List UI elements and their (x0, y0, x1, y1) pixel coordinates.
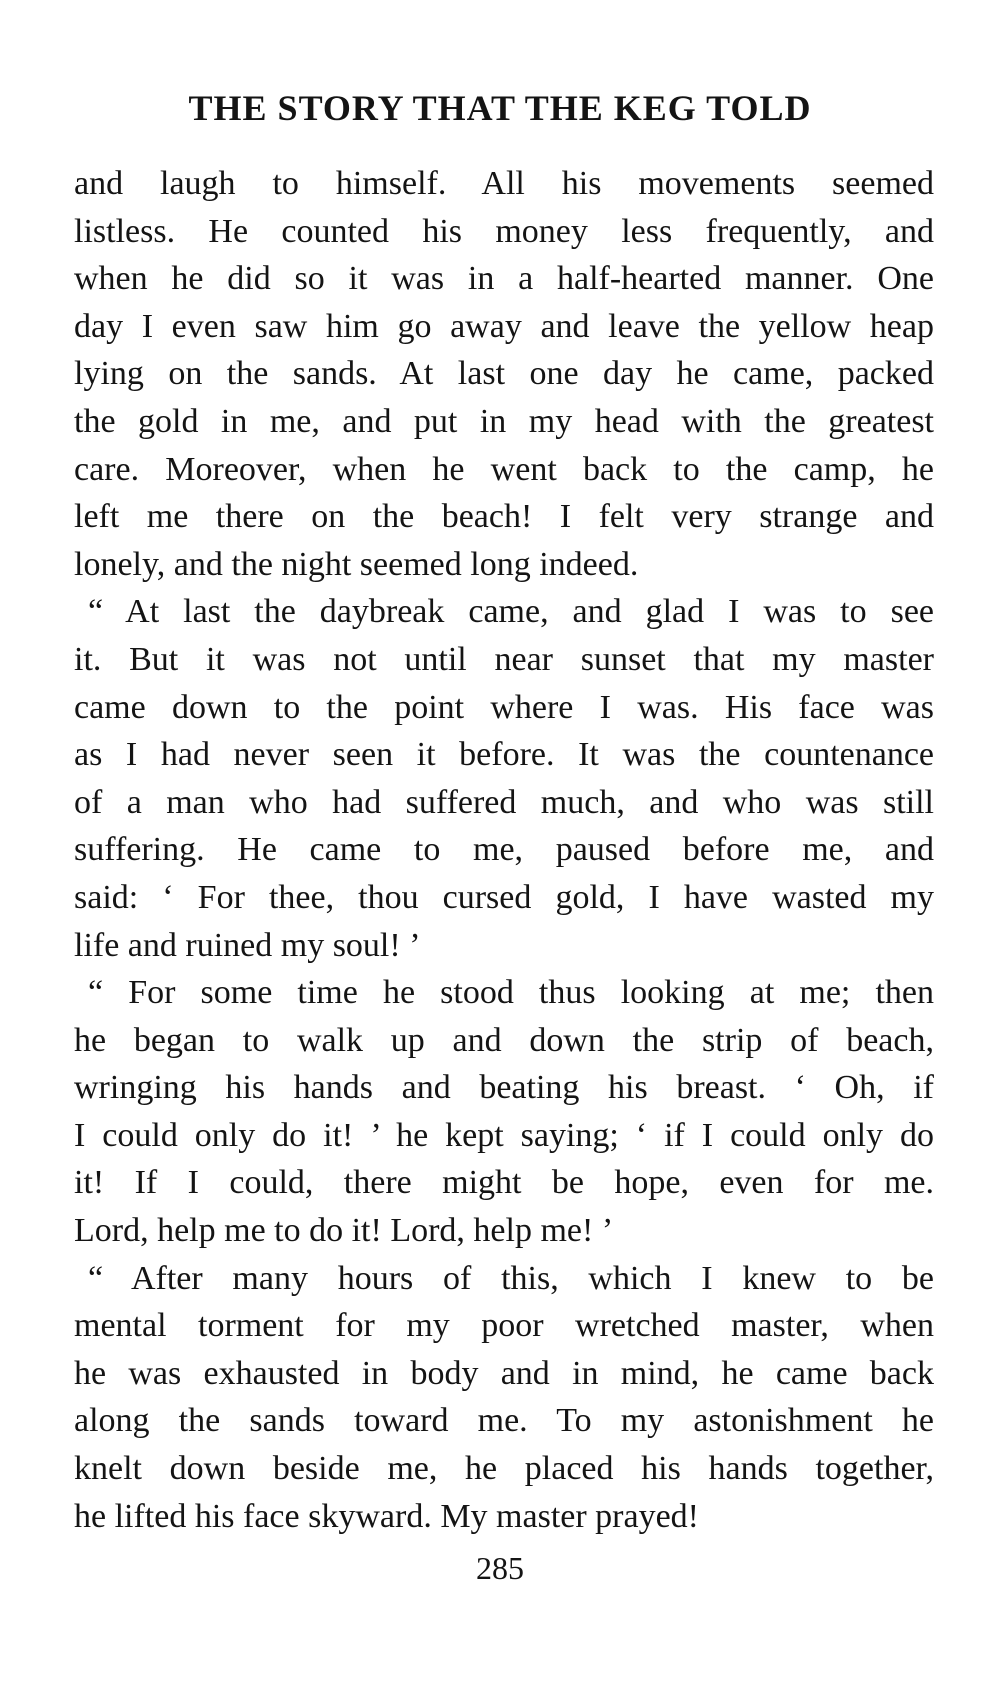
text-line: “ At last the daybreak came, and glad I was to see (88, 593, 934, 631)
text-line: said: ‘ For thee, thou cursed gold, I have wasted my (74, 878, 934, 916)
running-head: THE STORY THAT THE KEG TOLD (188, 88, 812, 128)
text-line: life and ruined my soul! ’ (74, 926, 421, 964)
text-line: it. But it was not until near sunset that my master (74, 640, 934, 678)
page-number: 285 (476, 1550, 524, 1586)
text-line: it! If I could, there might be hope, even for me. (74, 1164, 934, 1202)
text-line: came down to the point where I was. His face was (74, 688, 934, 726)
text-line: he began to walk up and down the strip of beach, (74, 1021, 934, 1059)
text-line: Lord, help me to do it! Lord, help me! ’ (74, 1212, 614, 1250)
text-line: the gold in me, and put in my head with the greatest (74, 402, 934, 440)
text-line: care. Moreover, when he went back to the camp, he (74, 450, 934, 488)
text-line: as I had never seen it before. It was the countenance (74, 736, 934, 774)
text-line: he lifted his face skyward. My master prayed! (74, 1497, 699, 1535)
text-line: lying on the sands. At last one day he came, packed (74, 355, 934, 393)
text-line: when he did so it was in a half-hearted manner. One (74, 260, 934, 298)
text-line: suffering. He came to me, paused before me, and (74, 831, 934, 869)
text-line: and laugh to himself. All his movements seemed (74, 165, 934, 202)
text-line: knelt down beside me, he placed his hands together, (74, 1450, 934, 1488)
text-line: “ After many hours of this, which I knew to be (88, 1259, 934, 1297)
text-line: I could only do it! ’ he kept saying; ‘ if I could only do (74, 1116, 934, 1154)
text-line: “ For some time he stood thus looking at me; then (88, 974, 934, 1012)
text-line: listless. He counted his money less frequently, and (74, 212, 934, 250)
text-line: wringing his hands and beating his breast. ‘ Oh, if (74, 1069, 934, 1107)
text-line: left me there on the beach! I felt very strange and (74, 498, 934, 536)
body-text (74, 160, 934, 1540)
text-line: day I even saw him go away and leave the yellow heap (74, 307, 934, 345)
text-line: he was exhausted in body and in mind, he came back (74, 1354, 934, 1392)
text-line: lonely, and the night seemed long indeed. (74, 545, 639, 583)
text-line: of a man who had suffered much, and who was still (74, 783, 934, 821)
text-line: mental torment for my poor wretched master, when (74, 1307, 934, 1345)
text-line: along the sands toward me. To my astonishment he (74, 1402, 934, 1440)
